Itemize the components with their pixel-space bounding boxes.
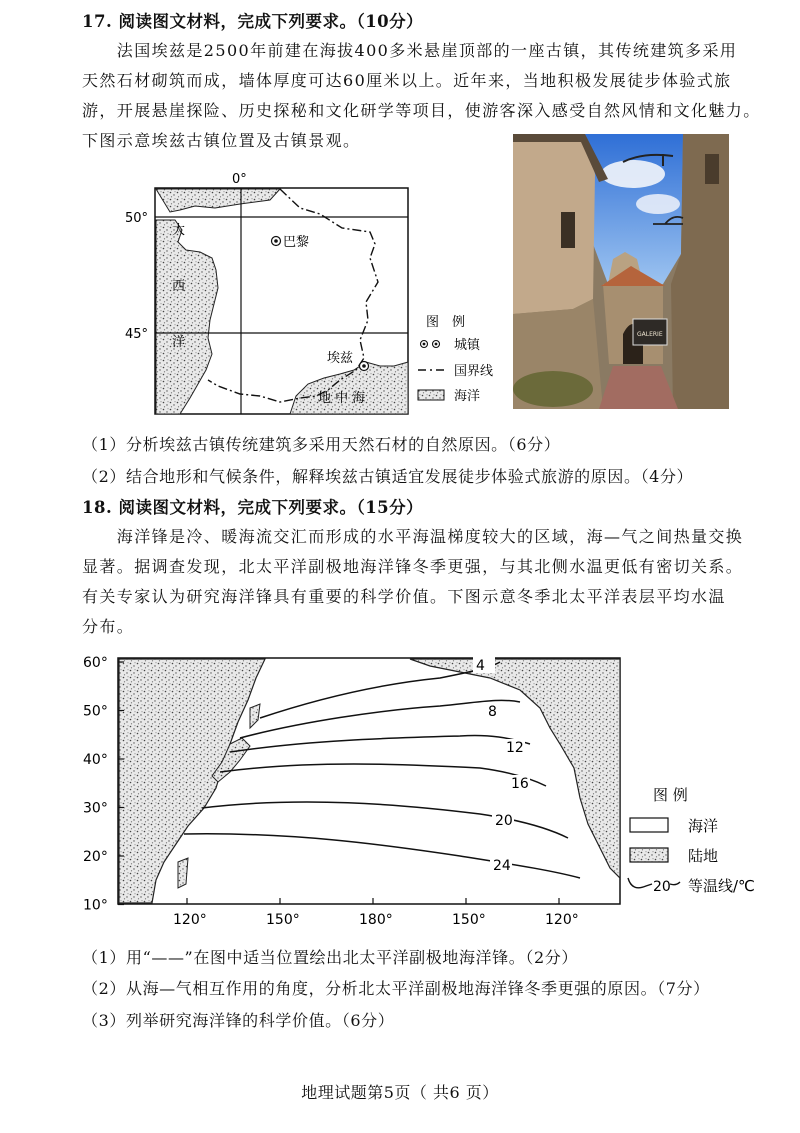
- isotherm-label: 12: [506, 740, 524, 756]
- atlantic-label-2: 西: [172, 279, 186, 294]
- material-line: 法国埃兹是2500年前建在海拔400多米悬崖顶部的一座古镇，其传统建筑多采用: [82, 41, 738, 60]
- legend-sea-swatch: [418, 390, 444, 400]
- legend-border-label: 国界线: [454, 364, 494, 379]
- lat-45-label: 45°: [125, 327, 149, 342]
- question-18-sub-1: （1）用“——”在图中适当位置绘出北太平洋副极地海洋锋。（2分）: [82, 948, 578, 967]
- material-line: 游，开展悬崖探险、历史探秘和文化研学等项目，使游客深入感受自然风情和文化魅力。: [82, 101, 761, 120]
- legend-town-dot-2: [435, 343, 438, 346]
- legend-town-dot: [423, 343, 426, 346]
- material-line: 有关专家认为研究海洋锋具有重要的科学价值。下图示意冬季北太平洋表层平均水温: [82, 587, 726, 606]
- legend-land-swatch: [630, 848, 668, 862]
- legend-ocean-label: 海洋: [688, 817, 719, 835]
- legend-sea-label: 海洋: [454, 389, 481, 404]
- legend-ocean-swatch: [630, 818, 668, 832]
- legend-town-label: 城镇: [454, 338, 481, 353]
- lon-tick-label: 120°: [545, 912, 579, 928]
- lat-50-label: 50°: [125, 211, 149, 226]
- legend-isotherm-label: 等温线/℃: [688, 877, 755, 895]
- isotherm-label: 20: [495, 813, 513, 829]
- photo-sign-text: GALERIE: [637, 331, 663, 338]
- lon-tick-label: 150°: [266, 912, 300, 928]
- lon-tick-label: 150°: [452, 912, 486, 928]
- map-legend-title: 图 例: [426, 315, 466, 330]
- lon-tick-label: 120°: [173, 912, 207, 928]
- isotherm-label: 16: [511, 776, 529, 792]
- photo-cloud: [601, 160, 665, 188]
- lat-tick-label: 60°: [83, 655, 108, 671]
- lon-tick-label: 180°: [359, 912, 393, 928]
- eze-marker-dot: [362, 364, 366, 368]
- question-17-sub-1: （1）分析埃兹古镇传统建筑多采用天然石材的自然原因。（6分）: [82, 435, 561, 454]
- material-line: 分布。: [82, 617, 135, 636]
- question-18-sub-3: （3）列举研究海洋锋的科学价值。（6分）: [82, 1011, 395, 1030]
- question-17-title: 17. 阅读图文材料，完成下列要求。（10分）: [82, 12, 424, 31]
- atlantic-label-3: 洋: [172, 335, 186, 350]
- isotherm-label: 24: [493, 858, 511, 874]
- eze-location-map: [120, 170, 510, 420]
- paris-marker-dot: [274, 239, 278, 243]
- isotherm-label: 8: [488, 704, 497, 720]
- legend-isotherm-value: 20: [653, 879, 671, 895]
- sst-land-philippines: [178, 858, 188, 888]
- lat-tick-label: 10°: [83, 897, 108, 914]
- lat-tick-label: 40°: [83, 752, 108, 768]
- question-17-sub-2: （2）结合地形和气候条件，解释埃兹古镇适宜发展徒步体验式旅游的原因。（4分）: [82, 467, 694, 486]
- mediterranean-label: 地 中 海: [318, 391, 366, 406]
- legend-land-label: 陆地: [688, 847, 719, 865]
- page-footer: 地理试题第5页（ 共6 页）: [301, 1083, 499, 1102]
- north-pacific-sst-map: [80, 648, 780, 938]
- lat-tick-label: 20°: [83, 849, 108, 865]
- photo-left-building: [513, 134, 595, 314]
- photo-right-window: [705, 154, 719, 184]
- lat-tick-label: 50°: [83, 703, 108, 720]
- material-line: 海洋锋是冷、暖海流交汇而形成的水平海温梯度较大的区域，海—气之间热量交换: [82, 527, 744, 546]
- sst-legend-title: 图 例: [653, 786, 688, 804]
- eze-town-photo: [513, 134, 729, 409]
- photo-window: [561, 212, 575, 248]
- photo-cloud-2: [636, 194, 680, 214]
- question-18-title: 18. 阅读图文材料，完成下列要求。（15分）: [82, 498, 424, 517]
- lat-tick-label: 30°: [83, 800, 108, 817]
- photo-plants: [513, 371, 593, 407]
- question-18-sub-2: （2）从海—气相互作用的角度，分析北太平洋副极地海洋锋冬季更强的原因。（7分）: [82, 979, 710, 998]
- meridian-0-label: 0°: [232, 172, 247, 187]
- isotherm-label: 4: [476, 658, 485, 674]
- material-line: 天然石材砌筑而成，墙体厚度可达60厘米以上。近年来，当地积极发展徒步体验式旅: [82, 71, 732, 90]
- question-18-material: [82, 522, 762, 642]
- eze-label: 埃兹: [327, 351, 354, 366]
- material-line: 显著。据调查发现，北太平洋副极地海洋锋冬季更强，与其北侧水温更低有密切关系。: [82, 557, 744, 576]
- material-line: 下图示意埃兹古镇位置及古镇景观。: [82, 131, 361, 150]
- paris-label: 巴黎: [283, 235, 310, 250]
- atlantic-label-1: 大: [172, 223, 186, 238]
